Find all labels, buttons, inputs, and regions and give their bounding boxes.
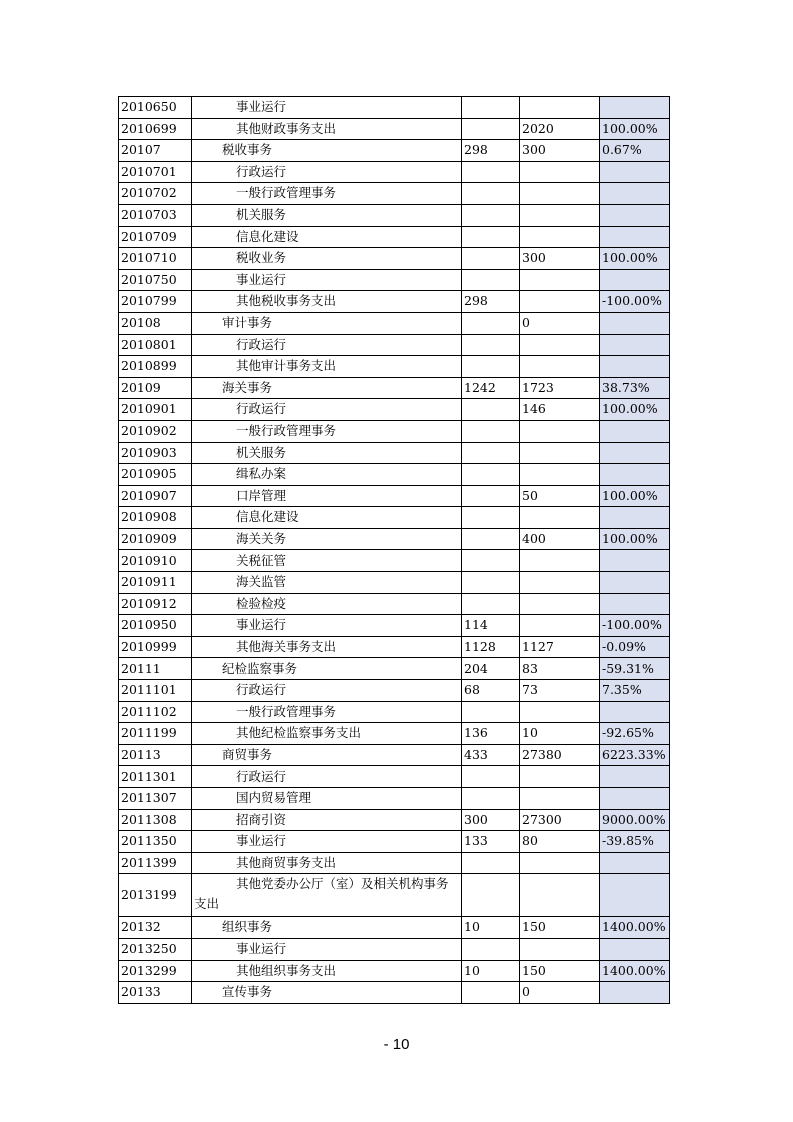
table-row <box>119 377 670 399</box>
row-name-cell: 其他税收事务支出 <box>192 291 462 313</box>
row-code-cell: 2011307 <box>119 788 192 810</box>
row-curr-amount-cell: 10 <box>520 723 600 745</box>
row-code-cell: 2010910 <box>119 550 192 572</box>
table-row <box>119 852 670 874</box>
row-code-cell: 20133 <box>119 982 192 1004</box>
row-curr-amount-cell <box>520 269 600 291</box>
row-curr-amount-cell <box>520 464 600 486</box>
row-curr-amount-cell: 73 <box>520 680 600 702</box>
table-row <box>119 291 670 313</box>
row-name-cell: 其他审计事务支出 <box>192 356 462 378</box>
row-name-cell: 事业运行 <box>192 831 462 853</box>
row-change-pct-cell: 6223.33% <box>600 744 670 766</box>
row-change-pct-cell: 100.00% <box>600 485 670 507</box>
row-name-cell: 纪检监察事务 <box>192 658 462 680</box>
row-code-cell: 2010801 <box>119 334 192 356</box>
table-row <box>119 442 670 464</box>
table-row <box>119 938 670 960</box>
table-row <box>119 658 670 680</box>
row-code-cell: 2010903 <box>119 442 192 464</box>
row-curr-amount-cell: 1127 <box>520 636 600 658</box>
row-change-pct-cell: -100.00% <box>600 291 670 313</box>
row-code-cell: 20107 <box>119 140 192 162</box>
row-curr-amount-cell <box>520 615 600 637</box>
table-row <box>119 183 670 205</box>
row-code-cell: 2010702 <box>119 183 192 205</box>
row-curr-amount-cell <box>520 97 600 119</box>
row-change-pct-cell <box>600 420 670 442</box>
row-curr-amount-cell: 400 <box>520 528 600 550</box>
row-curr-amount-cell: 1723 <box>520 377 600 399</box>
row-change-pct-cell <box>600 269 670 291</box>
row-change-pct-cell <box>600 183 670 205</box>
row-change-pct-cell: 100.00% <box>600 118 670 140</box>
table-row <box>119 636 670 658</box>
row-prev-amount-cell <box>462 399 520 421</box>
row-name-cell: 其他商贸事务支出 <box>192 852 462 874</box>
table-row <box>119 593 670 615</box>
table-body <box>119 97 670 1004</box>
row-code-cell: 2010909 <box>119 528 192 550</box>
table-row <box>119 248 670 270</box>
row-name-cell: 海关关务 <box>192 528 462 550</box>
row-change-pct-cell: 9000.00% <box>600 809 670 831</box>
row-prev-amount-cell <box>462 788 520 810</box>
row-code-cell: 20109 <box>119 377 192 399</box>
table-row <box>119 809 670 831</box>
row-prev-amount-cell: 136 <box>462 723 520 745</box>
row-prev-amount-cell <box>462 312 520 334</box>
row-name-cell: 机关服务 <box>192 204 462 226</box>
row-change-pct-cell: -59.31% <box>600 658 670 680</box>
row-curr-amount-cell <box>520 334 600 356</box>
row-prev-amount-cell <box>462 161 520 183</box>
row-change-pct-cell: 0.67% <box>600 140 670 162</box>
row-curr-amount-cell: 27380 <box>520 744 600 766</box>
table-row <box>119 917 670 939</box>
row-code-cell: 2013299 <box>119 960 192 982</box>
row-change-pct-cell <box>600 464 670 486</box>
row-curr-amount-cell <box>520 204 600 226</box>
row-code-cell: 2011399 <box>119 852 192 874</box>
row-code-cell: 2010911 <box>119 572 192 594</box>
table-row <box>119 874 670 917</box>
row-name-cell: 事业运行 <box>192 615 462 637</box>
row-curr-amount-cell <box>520 226 600 248</box>
row-code-cell: 20111 <box>119 658 192 680</box>
row-prev-amount-cell <box>462 593 520 615</box>
table-row <box>119 312 670 334</box>
row-change-pct-cell <box>600 874 670 917</box>
row-change-pct-cell <box>600 550 670 572</box>
row-curr-amount-cell <box>520 938 600 960</box>
row-curr-amount-cell <box>520 572 600 594</box>
row-curr-amount-cell: 27300 <box>520 809 600 831</box>
row-name-cell: 事业运行 <box>192 938 462 960</box>
row-curr-amount-cell: 150 <box>520 917 600 939</box>
row-curr-amount-cell <box>520 593 600 615</box>
row-name-cell: 缉私办案 <box>192 464 462 486</box>
row-prev-amount-cell: 133 <box>462 831 520 853</box>
row-prev-amount-cell <box>462 572 520 594</box>
row-curr-amount-cell <box>520 442 600 464</box>
table-row <box>119 464 670 486</box>
row-change-pct-cell <box>600 226 670 248</box>
row-prev-amount-cell <box>462 204 520 226</box>
row-code-cell: 20132 <box>119 917 192 939</box>
row-prev-amount-cell: 68 <box>462 680 520 702</box>
row-name-cell: 信息化建设 <box>192 226 462 248</box>
row-name-cell: 行政运行 <box>192 161 462 183</box>
row-name-cell: 信息化建设 <box>192 507 462 529</box>
row-change-pct-cell <box>600 334 670 356</box>
row-code-cell: 2013250 <box>119 938 192 960</box>
row-change-pct-cell <box>600 572 670 594</box>
row-prev-amount-cell: 1128 <box>462 636 520 658</box>
table-row <box>119 97 670 119</box>
row-name-cell: 机关服务 <box>192 442 462 464</box>
row-name-cell: 组织事务 <box>192 917 462 939</box>
table-row <box>119 680 670 702</box>
row-prev-amount-cell <box>462 485 520 507</box>
row-code-cell: 2010907 <box>119 485 192 507</box>
row-code-cell: 20108 <box>119 312 192 334</box>
row-prev-amount-cell: 114 <box>462 615 520 637</box>
row-name-cell: 招商引资 <box>192 809 462 831</box>
row-name-cell: 其他财政事务支出 <box>192 118 462 140</box>
budget-table <box>118 96 670 1004</box>
row-prev-amount-cell <box>462 938 520 960</box>
row-curr-amount-cell <box>520 550 600 572</box>
table-row <box>119 528 670 550</box>
row-prev-amount-cell <box>462 97 520 119</box>
row-prev-amount-cell <box>462 507 520 529</box>
table-row <box>119 161 670 183</box>
table-row <box>119 269 670 291</box>
row-code-cell: 2011102 <box>119 701 192 723</box>
row-name-cell: 审计事务 <box>192 312 462 334</box>
row-code-cell: 2010799 <box>119 291 192 313</box>
row-change-pct-cell: 1400.00% <box>600 960 670 982</box>
row-name-cell: 海关事务 <box>192 377 462 399</box>
row-name-cell: 检验检疫 <box>192 593 462 615</box>
table-row <box>119 960 670 982</box>
row-curr-amount-cell: 80 <box>520 831 600 853</box>
row-code-cell: 2010912 <box>119 593 192 615</box>
table-row <box>119 831 670 853</box>
row-change-pct-cell: 100.00% <box>600 248 670 270</box>
row-curr-amount-cell <box>520 161 600 183</box>
row-change-pct-cell: -0.09% <box>600 636 670 658</box>
row-change-pct-cell <box>600 788 670 810</box>
row-curr-amount-cell <box>520 291 600 313</box>
row-code-cell: 2010650 <box>119 97 192 119</box>
row-code-cell: 2010703 <box>119 204 192 226</box>
row-prev-amount-cell: 10 <box>462 960 520 982</box>
table-row <box>119 982 670 1004</box>
row-name-cell: 一般行政管理事务 <box>192 701 462 723</box>
row-name-cell: 宣传事务 <box>192 982 462 1004</box>
row-name-cell: 其他纪检监察事务支出 <box>192 723 462 745</box>
row-prev-amount-cell <box>462 982 520 1004</box>
row-code-cell: 2010699 <box>119 118 192 140</box>
table-row <box>119 420 670 442</box>
row-change-pct-cell <box>600 161 670 183</box>
row-code-cell: 2011199 <box>119 723 192 745</box>
row-curr-amount-cell <box>520 507 600 529</box>
row-prev-amount-cell <box>462 442 520 464</box>
row-code-cell: 2010750 <box>119 269 192 291</box>
row-prev-amount-cell <box>462 528 520 550</box>
row-curr-amount-cell: 2020 <box>520 118 600 140</box>
row-change-pct-cell <box>600 312 670 334</box>
row-curr-amount-cell: 0 <box>520 982 600 1004</box>
row-code-cell: 2011350 <box>119 831 192 853</box>
table-row <box>119 788 670 810</box>
table-row <box>119 723 670 745</box>
row-prev-amount-cell <box>462 248 520 270</box>
row-code-cell: 2010908 <box>119 507 192 529</box>
row-curr-amount-cell <box>520 183 600 205</box>
row-prev-amount-cell <box>462 550 520 572</box>
row-prev-amount-cell: 1242 <box>462 377 520 399</box>
row-name-cell: 税收业务 <box>192 248 462 270</box>
table-row <box>119 572 670 594</box>
row-name-cell: 商贸事务 <box>192 744 462 766</box>
row-prev-amount-cell <box>462 766 520 788</box>
row-curr-amount-cell: 150 <box>520 960 600 982</box>
row-change-pct-cell <box>600 204 670 226</box>
row-change-pct-cell: -92.65% <box>600 723 670 745</box>
row-curr-amount-cell: 300 <box>520 248 600 270</box>
row-prev-amount-cell <box>462 356 520 378</box>
row-change-pct-cell <box>600 982 670 1004</box>
row-change-pct-cell <box>600 766 670 788</box>
row-code-cell: 2010950 <box>119 615 192 637</box>
row-change-pct-cell: 100.00% <box>600 528 670 550</box>
row-prev-amount-cell <box>462 852 520 874</box>
row-change-pct-cell <box>600 356 670 378</box>
row-name-cell: 一般行政管理事务 <box>192 183 462 205</box>
row-code-cell: 2010709 <box>119 226 192 248</box>
row-prev-amount-cell: 10 <box>462 917 520 939</box>
row-curr-amount-cell: 300 <box>520 140 600 162</box>
row-name-cell: 税收事务 <box>192 140 462 162</box>
row-change-pct-cell: -100.00% <box>600 615 670 637</box>
row-name-cell: 其他组织事务支出 <box>192 960 462 982</box>
row-prev-amount-cell <box>462 334 520 356</box>
row-change-pct-cell <box>600 701 670 723</box>
row-prev-amount-cell <box>462 874 520 917</box>
table-row <box>119 615 670 637</box>
table-row <box>119 118 670 140</box>
row-name-cell: 行政运行 <box>192 399 462 421</box>
row-change-pct-cell: 7.35% <box>600 680 670 702</box>
row-name-cell: 事业运行 <box>192 269 462 291</box>
table-row <box>119 701 670 723</box>
row-curr-amount-cell <box>520 701 600 723</box>
row-prev-amount-cell: 298 <box>462 291 520 313</box>
row-code-cell: 2011308 <box>119 809 192 831</box>
table-row <box>119 744 670 766</box>
row-name-cell: 海关监管 <box>192 572 462 594</box>
row-code-cell: 2010899 <box>119 356 192 378</box>
row-name-cell: 行政运行 <box>192 334 462 356</box>
row-code-cell: 2010701 <box>119 161 192 183</box>
row-code-cell: 20113 <box>119 744 192 766</box>
row-code-cell: 2011301 <box>119 766 192 788</box>
row-change-pct-cell: 38.73% <box>600 377 670 399</box>
row-prev-amount-cell: 204 <box>462 658 520 680</box>
row-prev-amount-cell <box>462 701 520 723</box>
row-change-pct-cell <box>600 938 670 960</box>
row-prev-amount-cell: 300 <box>462 809 520 831</box>
row-code-cell: 2013199 <box>119 874 192 917</box>
table-row <box>119 550 670 572</box>
row-change-pct-cell: 1400.00% <box>600 917 670 939</box>
row-prev-amount-cell <box>462 420 520 442</box>
row-curr-amount-cell <box>520 420 600 442</box>
table-row <box>119 204 670 226</box>
table-row <box>119 140 670 162</box>
row-prev-amount-cell <box>462 464 520 486</box>
row-change-pct-cell <box>600 442 670 464</box>
row-change-pct-cell <box>600 97 670 119</box>
row-name-cell: 一般行政管理事务 <box>192 420 462 442</box>
row-curr-amount-cell <box>520 766 600 788</box>
row-code-cell: 2010902 <box>119 420 192 442</box>
row-curr-amount-cell <box>520 852 600 874</box>
row-change-pct-cell <box>600 507 670 529</box>
table-row <box>119 334 670 356</box>
row-prev-amount-cell <box>462 269 520 291</box>
table-row <box>119 507 670 529</box>
row-curr-amount-cell: 50 <box>520 485 600 507</box>
row-name-cell: 国内贸易管理 <box>192 788 462 810</box>
row-change-pct-cell: -39.85% <box>600 831 670 853</box>
row-prev-amount-cell <box>462 183 520 205</box>
table-row <box>119 766 670 788</box>
row-name-cell: 事业运行 <box>192 97 462 119</box>
row-name-cell: 关税征管 <box>192 550 462 572</box>
table-row <box>119 399 670 421</box>
row-prev-amount-cell: 433 <box>462 744 520 766</box>
row-curr-amount-cell <box>520 874 600 917</box>
row-curr-amount-cell <box>520 356 600 378</box>
row-code-cell: 2010901 <box>119 399 192 421</box>
row-code-cell: 2010999 <box>119 636 192 658</box>
row-name-cell: 其他党委办公厅（室）及相关机构事务支出 <box>192 874 462 917</box>
row-change-pct-cell: 100.00% <box>600 399 670 421</box>
row-name-cell: 行政运行 <box>192 766 462 788</box>
table-row <box>119 226 670 248</box>
table-row <box>119 485 670 507</box>
row-curr-amount-cell: 83 <box>520 658 600 680</box>
row-curr-amount-cell: 0 <box>520 312 600 334</box>
row-code-cell: 2010905 <box>119 464 192 486</box>
page-number: - 10 <box>383 1036 410 1053</box>
row-name-cell: 其他海关事务支出 <box>192 636 462 658</box>
row-change-pct-cell <box>600 852 670 874</box>
row-prev-amount-cell <box>462 226 520 248</box>
table-row <box>119 356 670 378</box>
row-curr-amount-cell <box>520 788 600 810</box>
row-prev-amount-cell: 298 <box>462 140 520 162</box>
row-code-cell: 2010710 <box>119 248 192 270</box>
row-code-cell: 2011101 <box>119 680 192 702</box>
row-name-cell: 口岸管理 <box>192 485 462 507</box>
row-change-pct-cell <box>600 593 670 615</box>
row-name-cell: 行政运行 <box>192 680 462 702</box>
row-curr-amount-cell: 146 <box>520 399 600 421</box>
row-prev-amount-cell <box>462 118 520 140</box>
